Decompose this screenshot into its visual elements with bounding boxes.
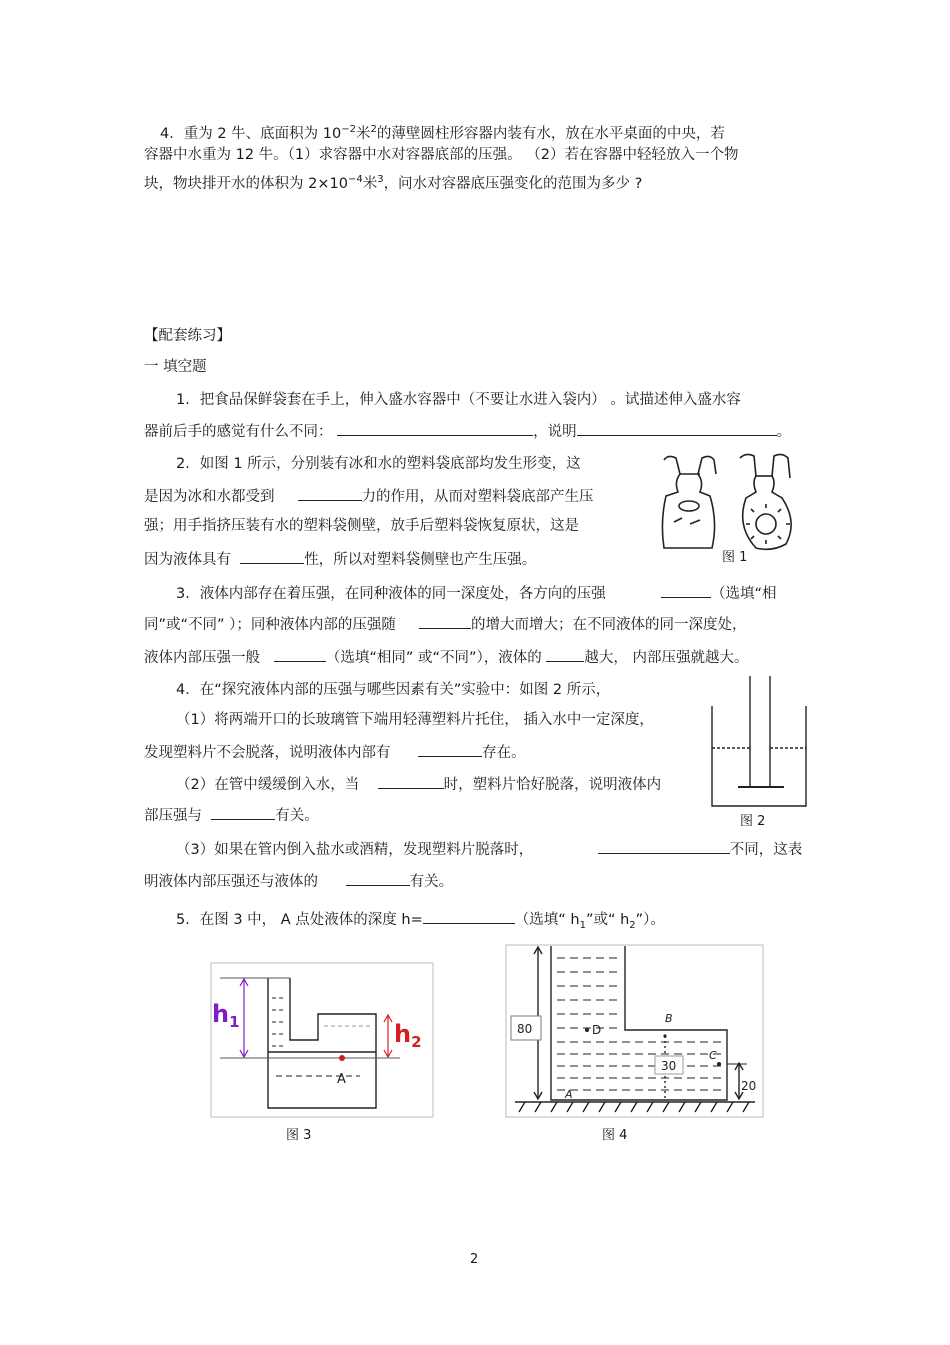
q4-blank-2[interactable] (378, 773, 444, 789)
q2-line1: 2．如图 1 所示，分别装有冰和水的塑料袋底部均发生形变，这 (176, 456, 581, 472)
q4-line4: （2）在管中缓缓倒入水，当 时，塑料片恰好脱落，说明液体内 (176, 773, 661, 795)
q3-blank-2[interactable] (419, 613, 471, 629)
q4-line1: 4．在“探究液体内部的压强与哪些因素有关”实验中：如图 2 所示， (176, 682, 611, 698)
q4-line6: （3）如果在管内倒入盐水或酒精，发现塑料片脱落时， 不同，这表 (176, 838, 802, 860)
q4-line2: （1）将两端开口的长玻璃管下端用轻薄塑料片托住， 插入水中一定深度， (176, 712, 654, 728)
q4-top-line1: 4．重为 2 牛、底面积为 $10^{-2}$米$^2$的薄壁圆柱形容器内装有水，放在水平桌面的中央，若 (160, 124, 725, 142)
q2-blank-2[interactable] (240, 548, 304, 564)
figure-2-caption: 图 2 (740, 814, 766, 829)
q4-line7: 明液体内部压强还与液体的 有关。 (144, 870, 453, 892)
q4-top-line3: 块，物块排开水的体积为 $2\times 10^{-4}$米$^3$，问水对容器底压强变化的范围为多少 ? (144, 174, 643, 192)
q1-blank-2[interactable] (577, 420, 777, 436)
q2-blank-1[interactable] (298, 485, 362, 501)
q5-blank[interactable] (423, 908, 515, 924)
q3-line2: 同”或“不同” ）；同种液体内部的压强随 的增大而增大；在不同液体的同一深度处， (144, 613, 746, 635)
figure-4-label-30: 30 (661, 1059, 677, 1073)
figure-1-bags (656, 452, 798, 554)
figure-4-label-B: B (665, 1012, 673, 1025)
q3-line3: 液体内部压强一般 （选填“相同” 或“不同”），液体的 越大， 内部压强就越大。 (144, 646, 748, 668)
section-title: 【配套练习】 (144, 328, 231, 344)
q4-blank-3[interactable] (211, 804, 275, 820)
figure-3-label-h2: $h_2$ (394, 1020, 422, 1051)
figure-3-vessel (210, 962, 434, 1118)
q2-line3: 强；用手指挤压装有水的塑料袋侧壁，放手后塑料袋恢复原状，这是 (144, 518, 579, 534)
q3-blank-1[interactable] (661, 582, 711, 598)
q3-blank-3[interactable] (274, 646, 326, 662)
figure-4-label-A: A (565, 1088, 573, 1101)
q5-text: 5．在图 3 中， A 点处液体的深度 h= （选填“ $h_1$”或“ $h_2$”）。 (176, 908, 665, 936)
figure-3-label-h1: $h_1$ (212, 1000, 240, 1031)
q3-blank-4[interactable] (546, 646, 584, 662)
q3-line1: 3．液体内部存在着压强，在同种液体的同一深度处，各方向的压强 （选填“相 (176, 582, 777, 604)
q4-blank-4[interactable] (598, 838, 730, 854)
q4-line3: 发现塑料片不会脱落，说明液体内部有 存在。 (144, 741, 526, 763)
figure-3-caption: 图 3 (286, 1128, 312, 1143)
figure-1-caption: 图 1 (722, 550, 748, 565)
figure-2-tube-in-water (708, 676, 812, 810)
figure-4-label-C: C (709, 1049, 717, 1062)
q4-blank-1[interactable] (418, 741, 482, 757)
q1-line1: 1．把食品保鲜袋套在手上，伸入盛水容器中（不要让水进入袋内） 。试描述伸入盛水容 (176, 392, 741, 408)
figure-4-caption: 图 4 (602, 1128, 628, 1143)
q1-line2: 器前后手的感觉有什么不同： ，说明 。 (144, 420, 791, 442)
q2-line2: 是因为冰和水都受到 力的作用，从而对塑料袋底部产生压 (144, 485, 594, 507)
figure-4-label-20: 20 (741, 1079, 757, 1093)
subsection-title: 一 填空题 (144, 359, 207, 375)
q2-line4: 因为液体具有 性，所以对塑料袋侧壁也产生压强。 (144, 548, 536, 570)
figure-4-label-D: D (592, 1023, 602, 1037)
q4-top-line2: 容器中水重为 12 牛。（1）求容器中水对容器底部的压强。 （2）若在容器中轻轻放入一个物 (144, 147, 739, 163)
page-number: 2 (470, 1252, 479, 1267)
q4-line5: 部压强与 有关。 (144, 804, 319, 826)
q4-blank-5[interactable] (346, 870, 410, 886)
figure-4-vessel (505, 944, 765, 1118)
figure-4-label-80: 80 (517, 1022, 533, 1036)
figure-3-label-A: A (337, 1072, 346, 1087)
q1-blank-1[interactable] (337, 420, 533, 436)
